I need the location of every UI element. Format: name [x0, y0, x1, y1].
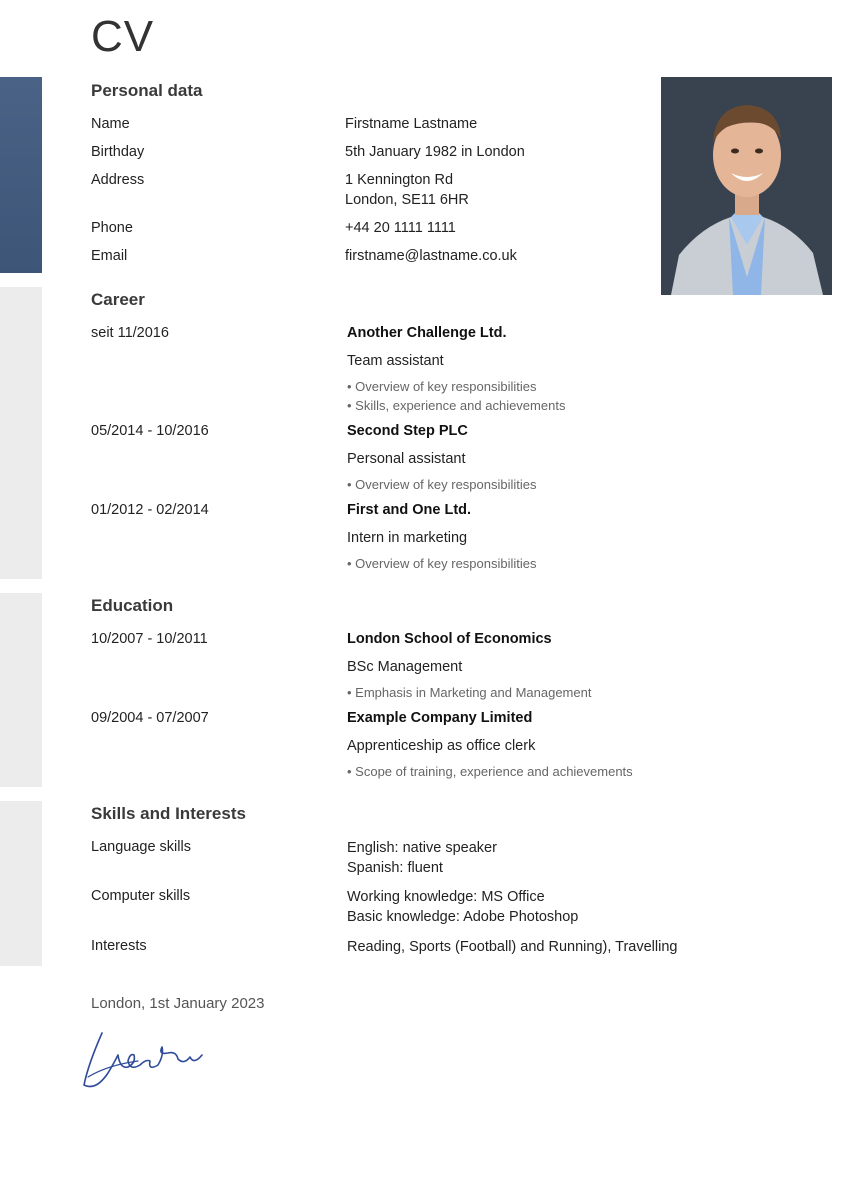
computer-skill-line: Working knowledge: MS Office: [347, 889, 545, 905]
computer-skills-label: Computer skills: [91, 888, 191, 904]
address-label: Address: [91, 172, 145, 188]
signature: [78, 1025, 218, 1100]
computer-skill-line: Basic knowledge: Adobe Photoshop: [347, 909, 579, 925]
place-date: London, 1st January 2023: [91, 995, 265, 1012]
education-bullet: • Emphasis in Marketing and Management: [347, 685, 592, 700]
career-role: Team assistant: [347, 353, 444, 369]
interests-value: Reading, Sports (Football) and Running), Travelling: [347, 939, 678, 955]
birthday-value: 5th January 1982 in London: [345, 144, 525, 160]
career-date: seit 11/2016: [91, 325, 169, 341]
sidebar-education-bar: [0, 593, 42, 787]
birthday-label: Birthday: [91, 144, 145, 160]
career-company: Another Challenge Ltd.: [347, 325, 507, 341]
section-title-personal: Personal data: [91, 81, 203, 100]
career-bullet: • Skills, experience and achievements: [347, 398, 566, 413]
name-label: Name: [91, 116, 130, 132]
language-skills-label: Language skills: [91, 839, 191, 855]
education-date: 09/2004 - 07/2007: [91, 710, 209, 726]
career-role: Intern in marketing: [347, 530, 468, 546]
career-bullet: • Overview of key responsibilities: [347, 379, 537, 394]
address-line-2: London, SE11 6HR: [345, 192, 469, 208]
career-role: Personal assistant: [347, 451, 466, 467]
career-date: 05/2014 - 10/2016: [91, 423, 209, 439]
sidebar-skills-bar: [0, 801, 42, 966]
language-skill-line: English: native speaker: [347, 840, 497, 856]
education-degree: BSc Management: [347, 659, 463, 675]
language-skill-line: Spanish: fluent: [347, 860, 443, 876]
education-institution: London School of Economics: [347, 631, 552, 647]
section-title-education: Education: [91, 596, 174, 615]
career-company: First and One Ltd.: [347, 502, 472, 518]
section-title-skills: Skills and Interests: [91, 804, 246, 823]
address-value: [345, 170, 469, 210]
section-title-career: Career: [91, 290, 145, 309]
email-label: Email: [91, 248, 128, 264]
sidebar-career-bar: [0, 287, 42, 579]
email-value: firstname@lastname.co.uk: [345, 248, 517, 264]
computer-skills-value: [347, 887, 578, 927]
sidebar-accent-bar: [0, 77, 42, 273]
page-title: CV: [91, 12, 155, 61]
career-date: 01/2012 - 02/2014: [91, 502, 209, 518]
education-date: 10/2007 - 10/2011: [91, 631, 208, 647]
education-degree: Apprenticeship as office clerk: [347, 738, 536, 754]
education-institution: Example Company Limited: [347, 710, 533, 726]
profile-photo: [661, 77, 832, 295]
phone-label: Phone: [91, 220, 133, 236]
language-skills-value: [347, 838, 497, 878]
career-company: Second Step PLC: [347, 423, 468, 439]
phone-value: +44 20 1111 1111: [345, 220, 456, 236]
name-value: Firstname Lastname: [345, 116, 478, 132]
education-bullet: • Scope of training, experience and achievements: [347, 764, 633, 779]
address-line-1: 1 Kennington Rd: [345, 172, 454, 188]
interests-label: Interests: [91, 938, 147, 954]
career-bullet: • Overview of key responsibilities: [347, 477, 537, 492]
career-bullet: • Overview of key responsibilities: [347, 556, 537, 571]
